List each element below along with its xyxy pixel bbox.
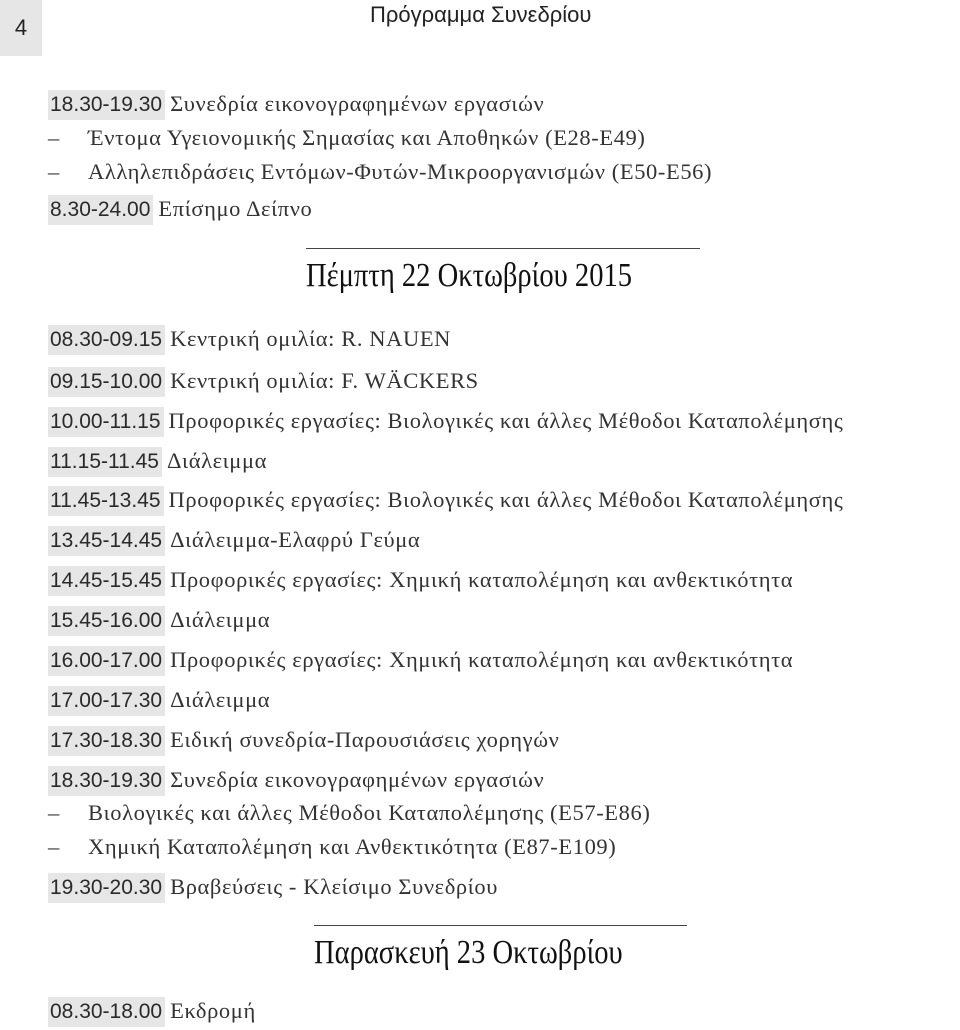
schedule-item <box>48 872 498 902</box>
running-header-title: Πρόγραμμα Συνεδρίου <box>370 2 592 27</box>
subsession-title: Έντομα Υγειονομικής Σημασίας και Αποθηκών (Ε28-Ε49) <box>88 125 646 150</box>
time-slot: 11.15-11.45 <box>48 447 162 477</box>
schedule-item <box>48 324 451 354</box>
session-title: Εκδρομή <box>170 998 256 1023</box>
time-slot: 11.45-13.45 <box>48 486 164 516</box>
session-title: Προφορικές εργασίες: Χημική καταπολέμηση και ανθεκτικότητα <box>170 647 794 672</box>
session-title: Διάλειμμα <box>170 687 271 712</box>
time-slot: 08.30-09.15 <box>48 325 165 355</box>
session-title: Βραβεύσεις - Κλείσιμο Συνεδρίου <box>170 874 498 899</box>
schedule-item <box>48 565 793 595</box>
dash-bullet: – <box>48 125 60 150</box>
schedule-item <box>48 685 270 715</box>
session-title: Κεντρική ομιλία: F. WÄCKERS <box>170 368 479 393</box>
session-title: Συνεδρία εικονογραφημένων εργασιών <box>170 91 545 116</box>
day-heading-friday: Παρασκευή 23 Οκτωβρίου <box>314 934 623 971</box>
dash-bullet: – <box>48 834 60 859</box>
session-title: Διάλειμμα <box>170 607 271 632</box>
session-title: Διάλειμμα <box>166 448 268 473</box>
dash-bullet: – <box>48 800 60 825</box>
session-title: Προφορικές εργασίες: Χημική καταπολέμηση και ανθεκτικότητα <box>170 567 794 592</box>
session-title: Διάλειμμα-Ελαφρύ Γεύμα <box>170 527 421 552</box>
time-slot: 8.30-24.00 <box>48 195 153 225</box>
subsession-title: Αλληλεπιδράσεις Εντόμων-Φυτών-Μικροοργανισμών (Ε50-Ε56) <box>88 159 713 184</box>
time-slot: 19.30-20.30 <box>48 873 165 903</box>
time-slot: 17.00-17.30 <box>48 686 165 716</box>
page-number: 4 <box>0 0 42 56</box>
schedule-item <box>48 89 544 119</box>
schedule-item <box>48 525 420 555</box>
session-title: Συνεδρία εικονογραφημένων εργασιών <box>170 767 545 792</box>
day-heading-rule <box>314 925 687 926</box>
session-title: Επίσημο Δείπνο <box>158 196 313 221</box>
time-slot: 09.15-10.00 <box>48 367 165 397</box>
schedule-item <box>48 485 843 515</box>
day-heading-rule <box>306 248 700 249</box>
time-slot: 08.30-18.00 <box>48 997 165 1027</box>
time-slot: 18.30-19.30 <box>48 766 165 796</box>
subsession-title: Βιολογικές και άλλες Μέθοδοι Καταπολέμησης (Ε57-Ε86) <box>88 800 651 825</box>
session-title: Ειδική συνεδρία-Παρουσιάσεις χορηγών <box>170 727 560 752</box>
session-title: Προφορικές εργασίες: Βιολογικές και άλλες Μέθοδοι Καταπολέμησης <box>168 408 844 433</box>
poster-subsession <box>48 123 645 153</box>
time-slot: 16.00-17.00 <box>48 646 165 676</box>
session-title: Προφορικές εργασίες: Βιολογικές και άλλες Μέθοδοι Καταπολέμησης <box>168 487 844 512</box>
time-slot: 10.00-11.15 <box>48 407 164 437</box>
dash-bullet: – <box>48 159 60 184</box>
time-slot: 15.45-16.00 <box>48 606 165 636</box>
day-heading-thursday: Πέμπτη 22 Οκτωβρίου 2015 <box>306 257 633 294</box>
schedule-item <box>48 996 256 1026</box>
time-slot: 13.45-14.45 <box>48 526 165 556</box>
poster-subsession <box>48 798 650 828</box>
schedule-item <box>48 194 312 224</box>
subsession-title: Χημική Καταπολέμηση και Ανθεκτικότητα (Ε87-Ε109) <box>88 834 617 859</box>
time-slot: 14.45-15.45 <box>48 566 165 596</box>
schedule-item <box>48 605 270 635</box>
schedule-item <box>48 725 559 755</box>
schedule-item <box>48 765 544 795</box>
schedule-item <box>48 645 793 675</box>
poster-subsession <box>48 832 616 862</box>
schedule-item <box>48 406 843 436</box>
session-title: Κεντρική ομιλία: R. NAUEN <box>170 326 452 351</box>
schedule-item <box>48 366 479 396</box>
poster-subsession <box>48 157 712 187</box>
schedule-item <box>48 446 267 476</box>
time-slot: 18.30-19.30 <box>48 90 165 120</box>
time-slot: 17.30-18.30 <box>48 726 165 756</box>
